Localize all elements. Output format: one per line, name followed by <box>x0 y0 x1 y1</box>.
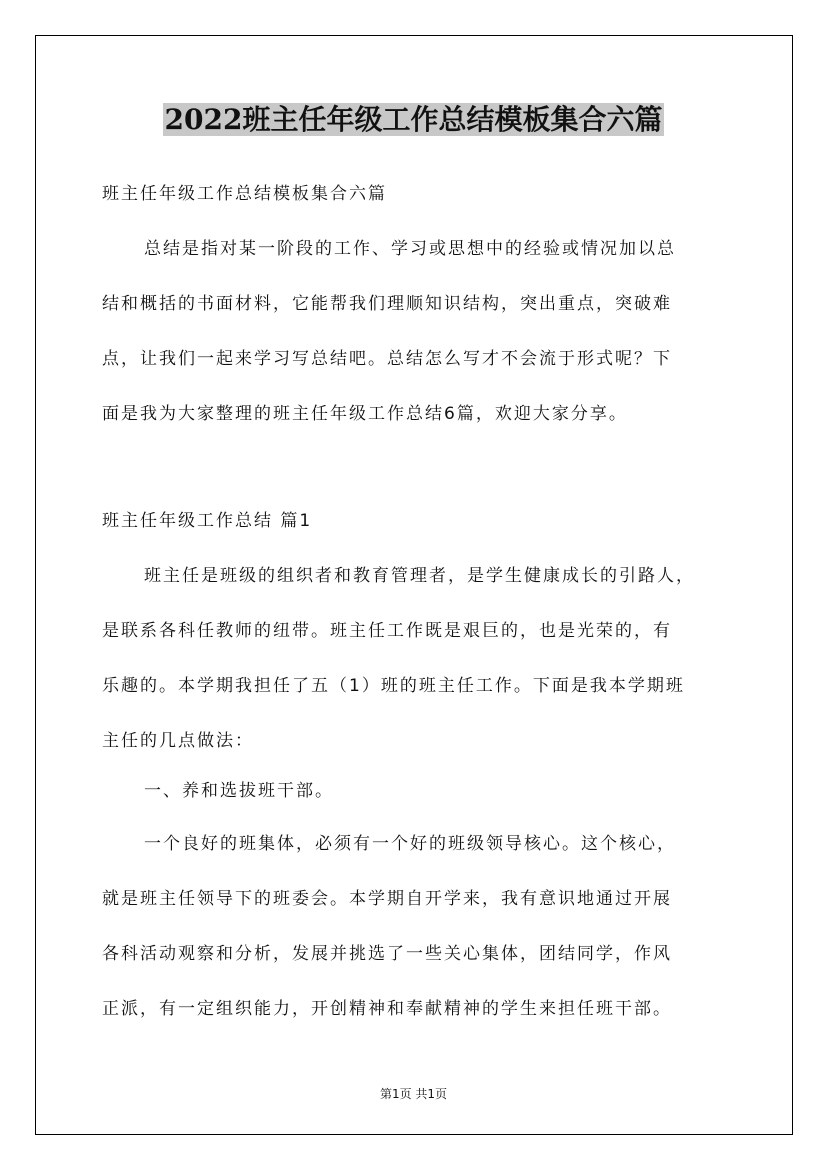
intro-line-4: 面是我为大家整理的班主任年级工作总结6篇，欢迎大家分享。 <box>102 404 628 424</box>
subheading: 一、养和选拔班干部。 <box>144 781 334 801</box>
section-heading: 班主任年级工作总结 篇1 <box>102 511 313 531</box>
section-line-2: 是联系各科任教师的纽带。班主任工作既是艰巨的，也是光荣的，有 <box>102 621 672 641</box>
section-line-1: 班主任是班级的组织者和教育管理者，是学生健康成长的引路人， <box>144 566 695 586</box>
page-footer: 第1页 共1页 <box>379 1087 448 1101</box>
intro-line-3: 点，让我们一起来学习写总结吧。总结怎么写才不会流于形式呢？下 <box>102 349 672 369</box>
para2-line-1: 一个良好的班集体，必须有一个好的班级领导核心。这个核心， <box>144 834 676 854</box>
document-title <box>0 100 827 140</box>
intro-line-2: 结和概括的书面材料，它能帮我们理顺知识结构，突出重点，突破难 <box>102 294 672 314</box>
intro-line-1: 总结是指对某一阶段的工作、学习或思想中的经验或情况加以总 <box>144 239 676 259</box>
section-line-3: 乐趣的。本学期我担任了五（1）班的班主任工作。下面是我本学期班 <box>102 676 685 696</box>
para2-line-3: 各科活动观察和分析，发展并挑选了一些关心集体，团结同学，作风 <box>102 944 672 964</box>
document-title-text: 2022班主任年级工作总结模板集合六篇 <box>164 103 663 136</box>
para2-line-2: 就是班主任领导下的班委会。本学期自开学来，我有意识地通过开展 <box>102 889 672 909</box>
para2-line-4: 正派，有一定组织能力，开创精神和奉献精神的学生来担任班干部。 <box>102 999 672 1019</box>
section-line-4: 主任的几点做法： <box>102 731 254 751</box>
document-subtitle: 班主任年级工作总结模板集合六篇 <box>102 184 387 204</box>
